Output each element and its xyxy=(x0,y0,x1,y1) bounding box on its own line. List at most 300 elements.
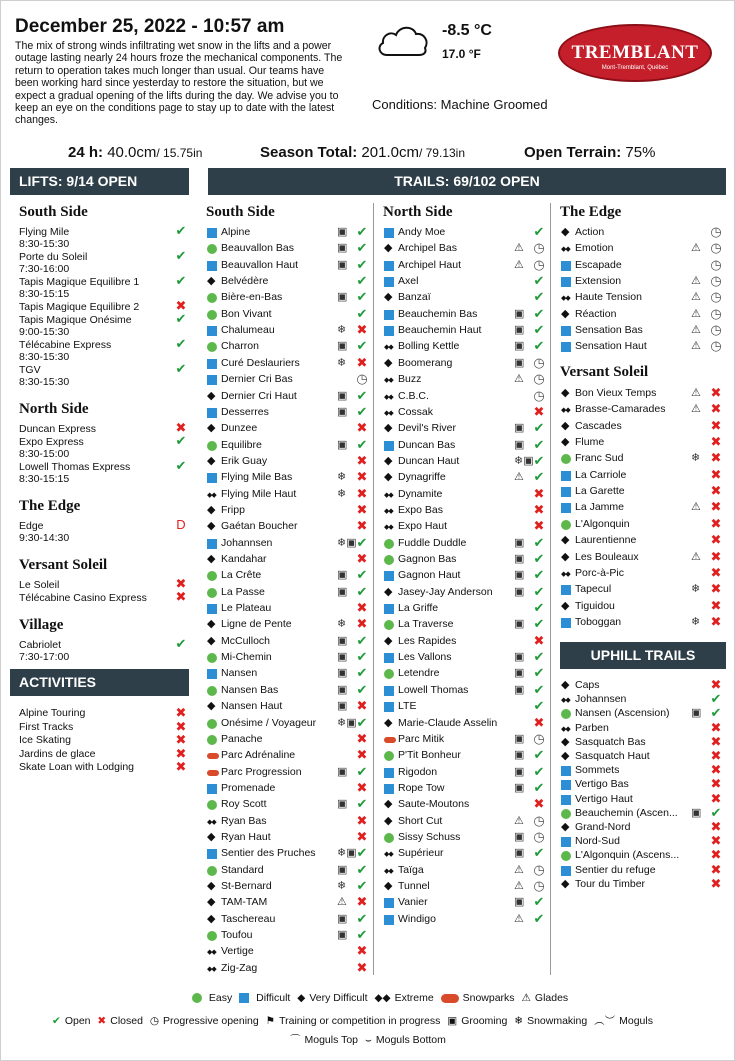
lift-name: Tapis Magique Equilibre 2 xyxy=(19,301,140,313)
trail-name: Tiguidou xyxy=(575,599,615,612)
status-icon: ✖ xyxy=(356,354,368,370)
status-icon: ✖ xyxy=(710,532,722,548)
status-icon: ✔ xyxy=(356,878,368,893)
status-icon: ✖ xyxy=(175,718,187,734)
trail-name: Tapecul xyxy=(575,583,612,596)
activity-name: Skate Loan with Lodging xyxy=(19,761,135,774)
status-icon: ◷ xyxy=(710,256,722,272)
status-icon: ✔ xyxy=(356,927,368,943)
difficulty-icon xyxy=(384,293,394,303)
condition-icon: ⚠ xyxy=(514,471,524,484)
trail-name: Les Rapides xyxy=(398,634,457,647)
trail-name: Cascades xyxy=(575,419,622,432)
status-icon: ✔ xyxy=(533,649,545,665)
lift-row xyxy=(19,517,189,544)
trail-name: Desserres xyxy=(221,405,269,418)
status-icon: ✖ xyxy=(710,450,722,466)
status-icon: ✖ xyxy=(710,748,722,763)
trail-name: Brasse-Camarades xyxy=(575,403,666,416)
status-icon: ✖ xyxy=(356,812,368,828)
trail-row xyxy=(561,225,723,241)
lift-hours: 8:30-15:15 xyxy=(19,288,70,300)
trail-name: Standard xyxy=(221,863,264,876)
trail-name: Fuddle Duddle xyxy=(398,536,467,549)
trail-row xyxy=(207,863,369,879)
difficulty-icon xyxy=(207,898,217,908)
status-icon: ◷ xyxy=(710,273,722,289)
trail-row xyxy=(561,402,723,418)
trail-name: Mi-Chemin xyxy=(221,651,272,664)
column-divider xyxy=(550,203,551,975)
status-icon: ✖ xyxy=(175,705,187,720)
status-icon: ✖ xyxy=(533,518,545,534)
trail-name: Vertigo Haut xyxy=(575,792,633,805)
trail-row xyxy=(384,568,546,584)
lift-hours: 8:30-15:30 xyxy=(19,376,70,388)
trail-row xyxy=(207,617,369,633)
condition-icon: ▣ xyxy=(337,765,348,778)
difficulty-icon xyxy=(561,851,571,861)
difficulty-icon xyxy=(384,473,394,483)
difficulty-icon xyxy=(207,293,217,303)
trail-row xyxy=(384,699,546,715)
trail-name: Parc Progression xyxy=(221,765,302,778)
condition-icon: ▣ xyxy=(337,667,348,680)
lift-name: Le Soleil xyxy=(19,579,60,591)
trail-name: Franc Sud xyxy=(575,452,624,465)
trail-name: Nord-Sud xyxy=(575,835,620,848)
status-icon: ✔ xyxy=(533,747,545,763)
difficulty-icon xyxy=(561,471,571,481)
lift-row xyxy=(19,248,189,275)
trail-name: Duncan Bas xyxy=(398,438,456,451)
lift-hours: 9:00-15:30 xyxy=(19,326,70,338)
difficulty-icon xyxy=(561,618,571,628)
trail-name: Supérieur xyxy=(398,847,444,860)
trail-row xyxy=(384,846,546,862)
difficulty-icon xyxy=(207,424,217,434)
trail-row xyxy=(207,274,369,290)
status-icon: ✖ xyxy=(710,548,722,564)
lift-name: Lowell Thomas Express xyxy=(19,461,131,473)
lift-row xyxy=(19,361,189,388)
condition-icon: ▣ xyxy=(691,806,702,819)
trail-row xyxy=(207,225,369,241)
status-icon: ✔ xyxy=(533,600,545,616)
condition-icon: ▣ xyxy=(514,683,525,696)
trail-row xyxy=(384,225,546,241)
status-icon: ✔ xyxy=(356,567,368,583)
trail-row xyxy=(561,435,723,451)
difficulty-icon xyxy=(384,751,394,761)
trail-name: Flying Mile Haut xyxy=(221,487,297,500)
status-icon: ✖ xyxy=(356,469,368,485)
difficulty-icon xyxy=(207,244,217,254)
lift-name: Porte du Soleil xyxy=(19,251,88,263)
trail-name: Le Plateau xyxy=(221,602,272,615)
difficulty-icon xyxy=(384,506,394,516)
conditions-label: Conditions: Machine Groomed xyxy=(372,97,548,112)
status-icon: ✖ xyxy=(356,747,368,763)
status-icon: ✖ xyxy=(175,745,187,761)
trail-section-title: Versant Soleil xyxy=(560,364,649,380)
trail-name: La Jamme xyxy=(575,501,625,514)
status-icon: ✖ xyxy=(533,403,545,419)
status-icon: ✖ xyxy=(710,762,722,778)
trail-row xyxy=(207,830,369,846)
status-icon: ✖ xyxy=(710,613,722,629)
status-icon: ✖ xyxy=(533,632,545,648)
trail-row xyxy=(561,451,723,467)
tremblant-logo: TREMBLANT Mont-Tremblant, Québec xyxy=(558,24,712,82)
trail-row xyxy=(207,895,369,911)
condition-icon: ▣ xyxy=(337,258,348,271)
difficulty-icon xyxy=(207,228,217,238)
lift-hours: 8:30-15:30 xyxy=(19,351,70,363)
condition-icon: ▣ xyxy=(514,618,525,631)
trail-row xyxy=(384,241,546,257)
trail-name: La Carriole xyxy=(575,468,627,481)
status-icon: ✔ xyxy=(356,305,368,321)
trail-row xyxy=(207,290,369,306)
trail-row xyxy=(207,781,369,797)
status-icon: ✔ xyxy=(356,583,368,599)
status-icon: ✔ xyxy=(533,273,545,289)
status-icon: ✔ xyxy=(533,616,545,632)
lift-name: Flying Mile xyxy=(19,226,70,238)
trail-name: Chalumeau xyxy=(221,324,275,337)
difficulty-icon xyxy=(384,277,394,287)
difficulty-icon xyxy=(384,326,394,336)
trail-row xyxy=(384,748,546,764)
trail-name: Gagnon Haut xyxy=(398,569,461,582)
lifts-header: LIFTS: 9/14 OPEN xyxy=(10,168,189,195)
legend-row-1: Easy Difficult ◆ Very Difficult ◆◆ Extreme Snowparks ⚠ Glades xyxy=(192,992,572,1004)
trail-name: Devil's River xyxy=(398,422,457,435)
condition-icon: ❄ xyxy=(691,583,701,596)
status-icon: ✖ xyxy=(356,959,368,975)
trail-name: St-Bernard xyxy=(221,880,272,892)
status-icon: ✖ xyxy=(710,776,722,792)
trail-name: Panache xyxy=(221,732,263,745)
trail-name: C.B.C. xyxy=(398,389,429,402)
difficulty-icon xyxy=(207,866,217,876)
trail-name: Archipel Haut xyxy=(398,258,462,271)
difficulty-icon xyxy=(561,766,571,776)
difficulty-icon xyxy=(207,669,217,679)
trail-name: Sentier du refuge xyxy=(575,863,656,876)
condition-icon: ⚠ xyxy=(691,501,701,514)
status-icon: ✔ xyxy=(533,681,545,697)
difficulty-icon xyxy=(384,392,394,402)
trail-name: Sasquatch Haut xyxy=(575,750,650,762)
trail-name: Equilibre xyxy=(221,438,262,451)
status-icon: ✖ xyxy=(710,466,722,482)
trail-name: Promenade xyxy=(221,781,276,794)
trail-row xyxy=(384,372,546,388)
difficulty-icon xyxy=(207,359,217,369)
difficulty-icon xyxy=(384,686,394,696)
difficulty-icon xyxy=(207,588,217,598)
trail-row xyxy=(384,503,546,519)
difficulty-icon xyxy=(384,817,394,827)
status-icon: ✖ xyxy=(175,759,187,775)
difficulty-icon xyxy=(561,310,571,320)
difficulty-icon xyxy=(384,800,394,810)
difficulty-icon xyxy=(384,441,394,451)
lift-row xyxy=(19,273,189,300)
difficulty-icon xyxy=(561,569,571,579)
difficulty-icon xyxy=(384,261,394,271)
lift-section-title: South Side xyxy=(19,204,88,220)
difficulty-icon xyxy=(207,637,217,647)
trail-name: Taïga xyxy=(398,863,424,876)
trail-name: Fripp xyxy=(221,503,245,516)
uphill-header: UPHILL TRAILS xyxy=(560,642,726,669)
status-letter: D xyxy=(176,517,186,532)
difficulty-icon xyxy=(384,866,394,876)
status-icon: ✔ xyxy=(356,763,368,779)
difficulty-icon xyxy=(207,277,217,287)
condition-icon: ▣ xyxy=(514,438,525,451)
status-icon: ✔ xyxy=(356,387,368,403)
status-icon: ✔ xyxy=(533,420,545,436)
difficulty-icon xyxy=(561,752,571,762)
status-icon: ✖ xyxy=(356,501,368,517)
status-icon: ◷ xyxy=(533,812,545,828)
difficulty-icon xyxy=(561,724,571,734)
trail-name: Boomerang xyxy=(398,356,453,369)
lift-row xyxy=(19,433,189,460)
condition-icon: ▣ xyxy=(337,863,348,876)
trail-row xyxy=(207,944,369,960)
trail-row xyxy=(207,552,369,568)
trail-name: Nansen xyxy=(221,667,258,680)
activities-header: ACTIVITIES xyxy=(10,669,189,696)
lift-section-title: Village xyxy=(19,617,64,633)
trail-row xyxy=(384,879,546,895)
trail-name: Ligne de Pente xyxy=(221,618,292,631)
condition-icon: ▣ xyxy=(337,651,348,664)
trail-name: Beauvallon Bas xyxy=(221,242,294,255)
condition-icon: ▣ xyxy=(514,781,525,794)
condition-icon: ▣ xyxy=(337,929,348,942)
condition-icon: ❄▣ xyxy=(514,454,534,467)
lift-hours: 7:30-17:00 xyxy=(19,651,70,663)
status-icon: ✖ xyxy=(175,576,187,591)
condition-icon: ⚠ xyxy=(514,863,524,876)
lift-name: Télécabine Casino Express xyxy=(19,592,147,604)
status-icon: ✔ xyxy=(533,452,545,468)
trail-name: Réaction xyxy=(575,307,617,320)
difficulty-icon xyxy=(561,405,571,415)
difficulty-icon xyxy=(207,310,217,320)
trail-name: Action xyxy=(575,226,605,238)
trail-name: Vertigo Bas xyxy=(575,778,629,791)
status-icon: ✖ xyxy=(175,732,187,748)
trail-row xyxy=(561,307,723,323)
condition-icon: ▣ xyxy=(514,830,525,843)
status-icon: ✖ xyxy=(710,434,722,450)
status-icon: ✔ xyxy=(533,436,545,452)
condition-icon: ▣ xyxy=(337,340,348,353)
trail-name: Escapade xyxy=(575,258,622,271)
status-icon: ◷ xyxy=(533,256,545,272)
status-icon: ✔ xyxy=(533,779,545,795)
status-icon: ✔ xyxy=(356,289,368,305)
trail-row xyxy=(561,468,723,484)
trail-name: Short Cut xyxy=(398,814,443,827)
trail-name: Windigo xyxy=(398,912,436,925)
trail-row xyxy=(207,961,369,977)
condition-icon: ▣ xyxy=(514,569,525,582)
trail-name: La Griffe xyxy=(398,602,439,615)
status-icon: ✔ xyxy=(356,534,368,550)
status-icon: ✔ xyxy=(710,804,722,820)
status-icon: ✔ xyxy=(356,240,368,256)
difficulty-icon xyxy=(384,898,394,908)
trail-name: Alpine xyxy=(221,226,251,238)
status-icon: ✔ xyxy=(356,256,368,272)
difficulty-icon xyxy=(384,310,394,320)
difficulty-icon xyxy=(561,837,571,847)
difficulty-icon xyxy=(207,408,217,418)
trail-row xyxy=(384,552,546,568)
difficulty-icon xyxy=(561,454,571,464)
status-icon: ✖ xyxy=(710,597,722,613)
trail-row xyxy=(384,863,546,879)
trail-row xyxy=(207,716,369,732)
status-icon: ✔ xyxy=(533,551,545,566)
status-icon: ✖ xyxy=(175,589,187,604)
lift-name: Télécabine Express xyxy=(19,339,112,351)
trail-name: Charron xyxy=(221,340,259,353)
difficulty-icon xyxy=(207,392,217,402)
condition-icon: ▣ xyxy=(337,585,348,598)
difficulty-icon xyxy=(561,809,571,819)
trail-name: Flume xyxy=(575,436,605,449)
condition-icon: ⚠ xyxy=(691,242,701,255)
lift-row xyxy=(19,420,189,435)
lift-row xyxy=(19,636,189,663)
trail-row xyxy=(207,699,369,715)
condition-icon: ⚠ xyxy=(691,307,701,320)
difficulty-icon xyxy=(561,342,571,352)
difficulty-icon xyxy=(384,768,394,778)
difficulty-icon xyxy=(561,503,571,513)
status-icon: ◷ xyxy=(710,305,722,321)
status-icon: ✖ xyxy=(710,385,722,400)
trail-row xyxy=(207,307,369,323)
difficulty-icon xyxy=(207,784,217,794)
trail-name: Dynamite xyxy=(398,487,443,500)
status-icon: ✖ xyxy=(356,730,368,746)
condition-icon: ▣ xyxy=(337,798,348,811)
lift-name: Edge xyxy=(19,520,44,532)
status-icon: ✔ xyxy=(356,224,368,239)
trail-row xyxy=(384,290,546,306)
trail-row xyxy=(207,536,369,552)
trail-name: Vanier xyxy=(398,896,428,909)
status-icon: ✖ xyxy=(710,790,722,806)
stat-open-terrain: Open Terrain: 75% xyxy=(524,144,656,161)
status-icon: ✖ xyxy=(356,420,368,436)
condition-icon: ⚠ xyxy=(514,880,524,892)
activity-name: First Tracks xyxy=(19,720,74,733)
condition-icon: ▣ xyxy=(514,536,525,549)
trail-name: Bon Vivant xyxy=(221,307,272,320)
difficulty-icon xyxy=(207,555,217,565)
status-icon: ✖ xyxy=(710,861,722,877)
trail-name: Emotion xyxy=(575,242,614,255)
trail-name: LTE xyxy=(398,700,417,713)
trail-row xyxy=(561,386,723,402)
trail-name: Sensation Haut xyxy=(575,340,647,353)
status-icon: ✖ xyxy=(533,485,545,501)
stat-24h: 24 h: 40.0cm/ 15.75in xyxy=(68,144,203,161)
difficulty-icon xyxy=(561,553,571,563)
difficulty-icon xyxy=(207,604,217,614)
trail-row xyxy=(561,339,723,355)
condition-icon: ▣ xyxy=(691,707,702,720)
trail-name: Cossak xyxy=(398,405,434,418)
difficulty-icon xyxy=(561,780,571,790)
status-icon: ◷ xyxy=(710,322,722,338)
status-icon: ✔ xyxy=(710,691,722,707)
trail-row xyxy=(207,634,369,650)
trail-row xyxy=(384,339,546,355)
difficulty-icon xyxy=(384,375,394,385)
lift-name: Cabriolet xyxy=(19,639,62,651)
condition-icon: ▣ xyxy=(337,700,348,713)
lift-row xyxy=(19,458,189,485)
trail-name: Saute-Moutons xyxy=(398,798,470,811)
status-icon: ✖ xyxy=(356,779,368,795)
difficulty-icon xyxy=(561,487,571,497)
stat-season-total: Season Total: 201.0cm/ 79.13in xyxy=(260,144,466,161)
trail-name: La Garette xyxy=(575,485,625,498)
status-icon: ✔ xyxy=(533,567,545,583)
difficulty-icon xyxy=(384,588,394,598)
trail-name: Andy Moe xyxy=(398,226,446,238)
trail-name: Roy Scott xyxy=(221,798,267,811)
trail-row xyxy=(384,487,546,503)
difficulty-icon xyxy=(207,931,217,941)
trail-row xyxy=(561,877,723,893)
trail-row xyxy=(207,470,369,486)
activity-name: Jardins de glace xyxy=(19,747,96,760)
condition-icon: ❄ xyxy=(691,615,701,628)
trail-row xyxy=(207,503,369,519)
trail-row xyxy=(207,879,369,895)
status-icon: ✖ xyxy=(356,551,368,566)
trail-name: Bon Vieux Temps xyxy=(575,387,657,399)
lift-hours: 9:30-14:30 xyxy=(19,532,70,544)
difficulty-icon xyxy=(384,719,394,729)
condition-icon: ❄▣ xyxy=(337,847,357,860)
status-icon: ✔ xyxy=(533,698,545,714)
trail-row xyxy=(384,830,546,846)
status-icon: ✖ xyxy=(356,698,368,714)
status-message: The mix of strong winds infiltrating wet snow in the lifts and a power outage lasting nearly 24 hours froze the mechanical components. The return to operation takes much longer than usual. Our teams have been working hard since yesterday to restore the situation, but we expect a gradual opening of the lifts during the day. We advise you to keep an eye on the conditions page to stay up to date with the latest changes. xyxy=(15,40,343,127)
condition-icon: ⚠ xyxy=(691,275,701,288)
activity-row xyxy=(19,745,189,761)
status-icon: ✖ xyxy=(356,322,368,338)
difficulty-icon xyxy=(384,882,394,892)
difficulty-icon xyxy=(561,795,571,805)
difficulty-icon xyxy=(207,653,217,663)
condition-icon: ▣ xyxy=(337,242,348,255)
